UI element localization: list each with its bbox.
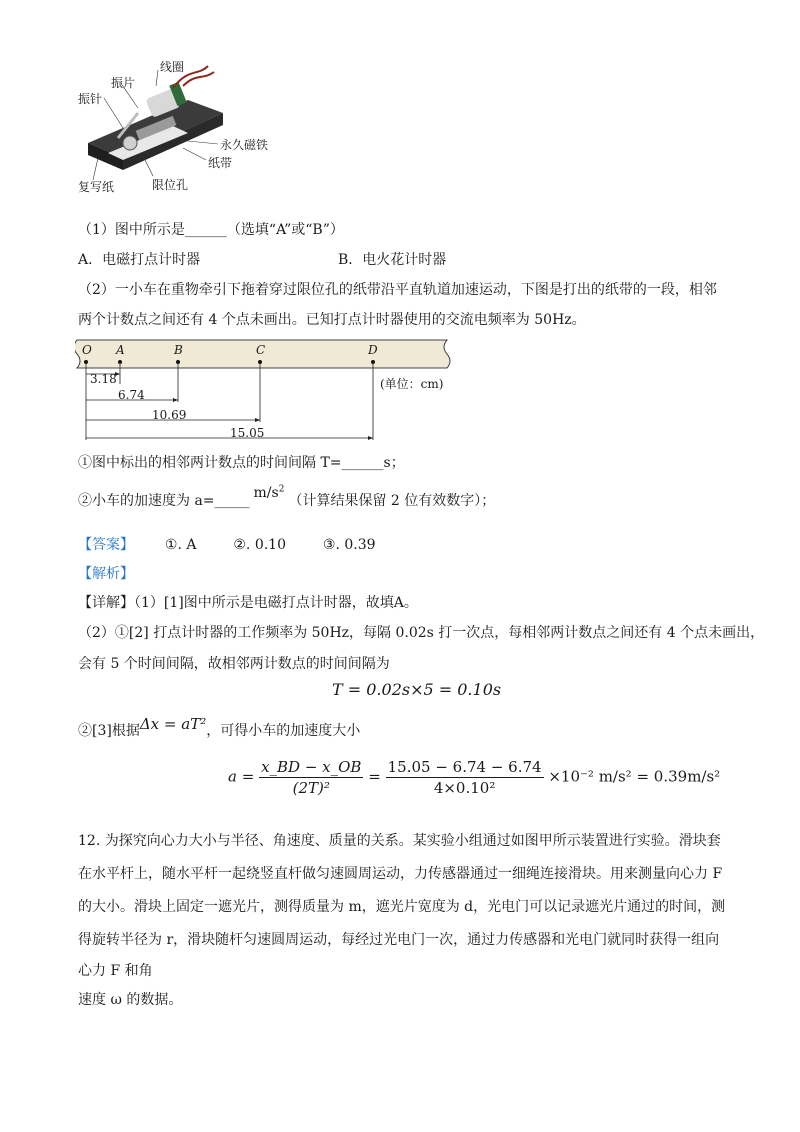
tape-unit: (单位：cm)	[380, 377, 444, 391]
tape-distance-od: 15.05	[230, 426, 265, 440]
q11-sub2-prefix: ②小车的加速度为 a=_____	[78, 493, 250, 509]
q11-sub2-unit: m/s	[253, 485, 279, 501]
q11-part2-line2: 两个计数点之间还有 4 个点未画出。已知打点计时器使用的交流电频率为 50Hz。	[78, 312, 586, 328]
tape-distance-oa: 3.18	[90, 372, 117, 386]
q11-option-b: B．电火花计时器	[338, 252, 447, 268]
tape-point-a: A	[116, 343, 125, 357]
analysis-tag: 【解析】	[78, 566, 134, 582]
label-tape: 纸带	[208, 156, 233, 170]
eq2-frac2: $\frac{15.05 - 6.74 - 6.74}{\text{4×0.10²}}$	[387, 758, 542, 797]
detail-2-line1: （2）①[2] 打点计时器的工作频率为 50Hz，每隔 0.02s 打一次点，每相邻两计数点之间还有 4 个点未画出，	[78, 625, 765, 641]
q12-line1: 12. 为探究向心力大小与半径、角速度、质量的关系。某实验小组通过如图甲所示装置进行实验。滑块套	[78, 833, 721, 849]
tape-point-b: B	[174, 343, 183, 357]
detail-3-formula: Δx = aT²	[139, 715, 207, 733]
tape-point-o: O	[82, 343, 92, 357]
answer-1: ①. A	[164, 537, 197, 553]
tape-point-d: D	[368, 343, 378, 357]
answer-row	[78, 534, 376, 554]
q11-sub1: ①图中标出的相邻两计数点的时间间隔 T=______s；	[78, 455, 405, 471]
detail-3-suffix: ，可得小车的加速度大小	[206, 723, 361, 739]
label-vibrating-plate: 振片	[111, 76, 136, 90]
q12-line6: 速度 ω 的数据。	[78, 992, 183, 1008]
equation-period: T = 0.02s×5 = 0.10s	[332, 680, 502, 699]
label-magnet: 永久磁铁	[220, 138, 269, 152]
q12-line5: 心力 F 和角	[78, 963, 153, 979]
q12-line4: 得旋转半径为 r，滑块随杆匀速圆周运动，每经过光电门一次，通过力传感器和光电门就同时获得一组向	[78, 932, 720, 948]
tape-distance-oc: 10.69	[152, 408, 187, 422]
answer-tag: 【答案】	[78, 537, 134, 553]
eq2-lhs: a =	[228, 767, 255, 786]
paper-tape-diagram	[75, 338, 455, 447]
detail-1: 【详解】（1）[1]图中所示是电磁打点计时器，故填A。	[78, 595, 418, 611]
q11-sub2: ②小车的加速度为 a=_____ $m/s^2$（计算结果保留 2 位有效数字）；	[78, 484, 496, 509]
label-limit-hole: 限位孔	[152, 178, 189, 192]
label-vibrating-needle: 振针	[78, 92, 103, 106]
tape-distance-ob: 6.74	[118, 388, 145, 402]
equation-acceleration: a = $\frac{x\_BD - x\_OB}{\text{(2T)²}}$ = $\frac{15.05 - 6.74 - 6.74}{\text{4×0.10²}}$ ×10⁻² m/s² = 0.39m/s²	[228, 758, 721, 797]
q11-part1: （1）图中所示是______（选填“A”或“B”）	[78, 222, 344, 238]
label-coil: 线圈	[160, 60, 185, 74]
timer-figure	[78, 58, 308, 198]
detail-3	[78, 715, 361, 740]
eq2-frac1: $\frac{x\_BD - x\_OB}{\text{(2T)²}}$	[261, 758, 362, 797]
label-carbon-paper: 复写纸	[78, 180, 115, 194]
answer-3: ③. 0.39	[322, 537, 376, 553]
detail-3-prefix: ②[3]根据	[78, 723, 140, 739]
q12-line2: 在水平杆上，随水平杆一起绕竖直杆做匀速圆周运动，力传感器通过一细绳连接滑块。用来测量向心力 F	[78, 866, 723, 882]
q11-sub2-suffix: （计算结果保留 2 位有效数字）；	[288, 493, 496, 509]
tape-point-c: C	[256, 343, 266, 357]
q11-part2-line1: （2）一小车在重物牵引下拖着穿过限位孔的纸带沿平直轨道加速运动，下图是打出的纸带的一段，相邻	[78, 282, 717, 298]
q12-line3: 的大小。滑块上固定一遮光片，测得质量为 m，遮光片宽度为 d，光电门可以记录遮光片通过的时间，测	[78, 899, 726, 915]
q11-option-a: A．电磁打点计时器	[78, 252, 201, 268]
detail-2-line2: 会有 5 个时间间隔，故相邻两计数点的时间间隔为	[78, 656, 390, 672]
eq2-tail: ×10⁻² m/s² = 0.39m/s²	[548, 767, 721, 786]
answer-2: ②. 0.10	[233, 537, 286, 553]
